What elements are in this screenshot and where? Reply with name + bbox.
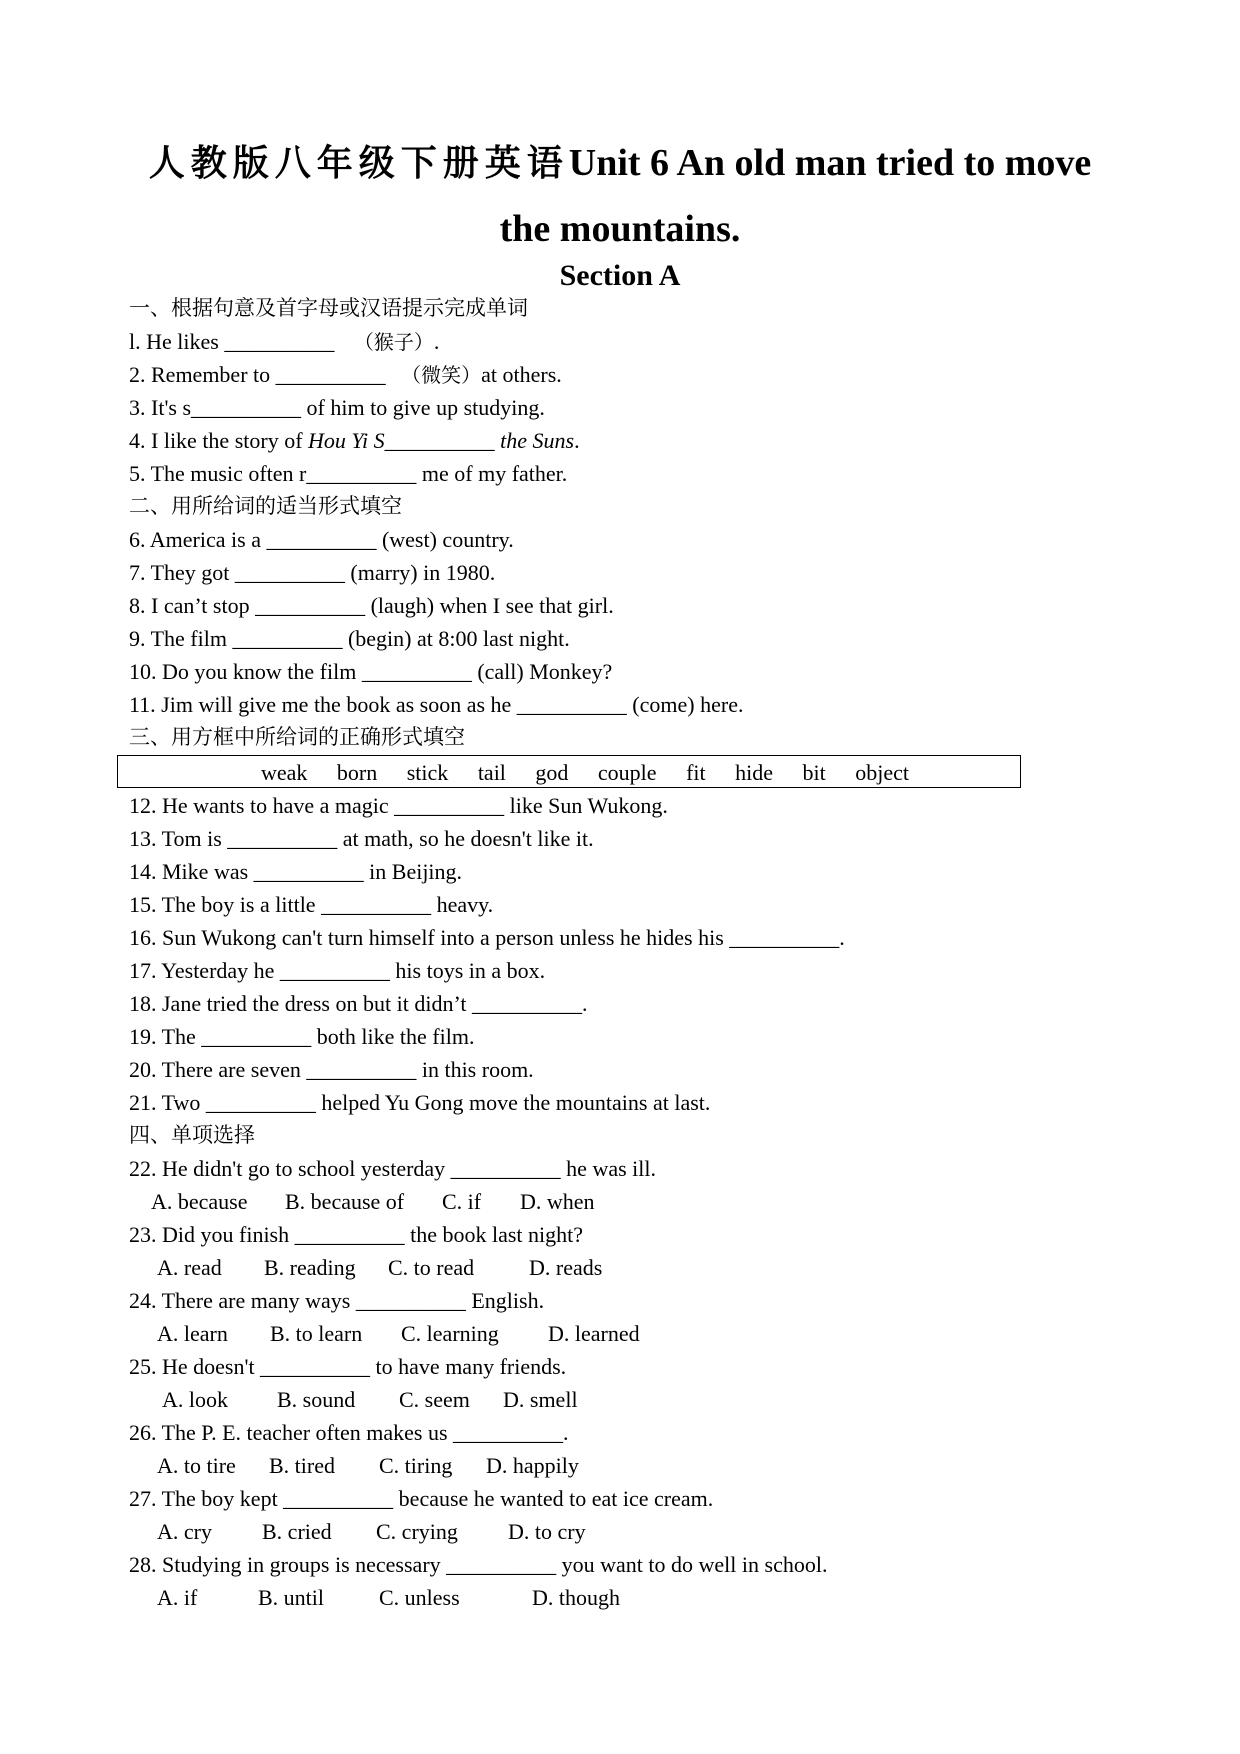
question-2-end: at others. bbox=[481, 362, 562, 387]
part1-heading: 一、根据句意及首字母或汉语提示完成单词 bbox=[129, 296, 528, 320]
question-14: 14. Mike was __________ in Beijing. bbox=[129, 859, 463, 884]
question-21: 21. Two __________ helped Yu Gong move the mountains at last. bbox=[129, 1090, 711, 1115]
part2-heading: 二、用所给词的适当形式填空 bbox=[129, 494, 402, 518]
option-d: D. when bbox=[520, 1189, 595, 1214]
question-2-text: 2. Remember to __________ bbox=[129, 362, 392, 387]
question-18: 18. Jane tried the dress on but it didn’t __________. bbox=[129, 991, 588, 1016]
question-27-options bbox=[129, 1515, 1129, 1548]
question-11: 11. Jim will give me the book as soon as he __________ (come) here. bbox=[129, 692, 744, 717]
word-bank-item: object bbox=[855, 760, 910, 785]
question-4 bbox=[129, 424, 1129, 457]
word-bank-item: weak bbox=[261, 760, 308, 785]
section-title: Section A bbox=[559, 259, 681, 292]
word-bank-item: stick bbox=[406, 760, 449, 785]
word-bank-item: fit bbox=[686, 760, 706, 785]
question-1-text: l. He likes __________ bbox=[129, 329, 340, 354]
question-6: 6. America is a __________ (west) country. bbox=[129, 527, 514, 552]
question-4-text: 4. I like the story of bbox=[129, 428, 309, 453]
option-c: C. if bbox=[442, 1189, 482, 1214]
question-26-options bbox=[129, 1449, 1129, 1482]
option-c: C. crying bbox=[376, 1519, 458, 1544]
question-2-hint: （微笑） bbox=[401, 363, 482, 387]
part4-heading: 四、单项选择 bbox=[129, 1123, 255, 1147]
question-24-options bbox=[129, 1317, 1129, 1350]
title-chinese: 人教版八年级下册英语 bbox=[148, 142, 569, 184]
question-16: 16. Sun Wukong can't turn himself into a person unless he hides his __________. bbox=[129, 925, 845, 950]
question-5: 5. The music often r__________ me of my father. bbox=[129, 461, 568, 486]
question-13: 13. Tom is __________ at math, so he doesn't like it. bbox=[129, 826, 594, 851]
question-25-options bbox=[129, 1383, 1129, 1416]
question-10: 10. Do you know the film __________ (call) Monkey? bbox=[129, 659, 613, 684]
question-25: 25. He doesn't __________ to have many friends. bbox=[129, 1354, 567, 1379]
part3-heading: 三、用方框中所给词的正确形式填空 bbox=[129, 725, 465, 749]
option-a: A. because bbox=[151, 1189, 248, 1214]
question-2 bbox=[129, 358, 1129, 391]
question-19: 19. The __________ both like the film. bbox=[129, 1024, 475, 1049]
option-b: B. to learn bbox=[270, 1321, 363, 1346]
option-b: B. tired bbox=[269, 1453, 335, 1478]
option-d: D. happily bbox=[486, 1453, 579, 1478]
question-26: 26. The P. E. teacher often makes us __________. bbox=[129, 1420, 569, 1445]
option-a: A. learn bbox=[157, 1321, 228, 1346]
worksheet-body bbox=[129, 292, 1129, 1614]
word-bank-item: couple bbox=[597, 760, 657, 785]
option-b: B. sound bbox=[277, 1387, 356, 1412]
question-22-options bbox=[129, 1185, 1129, 1218]
question-1-hint: （猴子） bbox=[353, 330, 434, 354]
question-28: 28. Studying in groups is necessary __________ you want to do well in school. bbox=[129, 1552, 828, 1577]
question-15: 15. The boy is a little __________ heavy. bbox=[129, 892, 494, 917]
option-c: C. seem bbox=[399, 1387, 470, 1412]
question-27: 27. The boy kept __________ because he wanted to eat ice cream. bbox=[129, 1486, 714, 1511]
question-4-end: . bbox=[574, 428, 580, 453]
question-4-italic-2: the Suns bbox=[500, 428, 575, 453]
option-b: B. until bbox=[258, 1585, 325, 1610]
option-a: A. look bbox=[162, 1387, 228, 1412]
option-a: A. to tire bbox=[157, 1453, 236, 1478]
option-b: B. cried bbox=[262, 1519, 332, 1544]
word-bank-item: bit bbox=[802, 760, 826, 785]
option-d: D. to cry bbox=[508, 1519, 586, 1544]
option-c: C. tiring bbox=[379, 1453, 453, 1478]
option-a: A. cry bbox=[157, 1519, 212, 1544]
option-c: C. learning bbox=[401, 1321, 499, 1346]
option-d: D. smell bbox=[503, 1387, 578, 1412]
word-bank-item: god bbox=[535, 760, 569, 785]
question-1-end: . bbox=[433, 329, 440, 354]
option-c: C. to read bbox=[388, 1255, 475, 1280]
question-3: 3. It's s__________ of him to give up studying. bbox=[129, 395, 545, 420]
question-22: 22. He didn't go to school yesterday __________ he was ill. bbox=[129, 1156, 657, 1181]
question-28-options bbox=[129, 1581, 1129, 1614]
option-b: B. reading bbox=[264, 1255, 356, 1280]
question-17: 17. Yesterday he __________ his toys in a box. bbox=[129, 958, 546, 983]
word-bank-item: tail bbox=[477, 760, 506, 785]
question-20: 20. There are seven __________ in this room. bbox=[129, 1057, 534, 1082]
option-a: A. if bbox=[157, 1585, 198, 1610]
question-8: 8. I can’t stop __________ (laugh) when I see that girl. bbox=[129, 593, 614, 618]
word-bank-item: born bbox=[336, 760, 378, 785]
option-b: B. because of bbox=[285, 1189, 405, 1214]
option-d: D. learned bbox=[548, 1321, 640, 1346]
question-12: 12. He wants to have a magic __________ like Sun Wukong. bbox=[129, 793, 668, 818]
question-23: 23. Did you finish __________ the book last night? bbox=[129, 1222, 584, 1247]
question-4-blank: __________ bbox=[384, 428, 501, 453]
option-a: A. read bbox=[157, 1255, 222, 1280]
question-9: 9. The film __________ (begin) at 8:00 last night. bbox=[129, 626, 570, 651]
option-d: D. reads bbox=[529, 1255, 603, 1280]
page-title-line2: the mountains. bbox=[499, 208, 741, 250]
page-title-line1 bbox=[0, 130, 1240, 196]
question-23-options bbox=[129, 1251, 1129, 1284]
question-24: 24. There are many ways __________ English. bbox=[129, 1288, 545, 1313]
word-bank-item: hide bbox=[735, 760, 774, 785]
option-c: C. unless bbox=[379, 1585, 460, 1610]
title-english: Unit 6 An old man tried to move bbox=[568, 142, 1092, 184]
question-1 bbox=[129, 325, 1129, 358]
question-7: 7. They got __________ (marry) in 1980. bbox=[129, 560, 496, 585]
option-d: D. though bbox=[532, 1585, 620, 1610]
word-bank-box bbox=[117, 755, 1021, 788]
question-4-italic-1: Hou Yi S bbox=[308, 428, 385, 453]
